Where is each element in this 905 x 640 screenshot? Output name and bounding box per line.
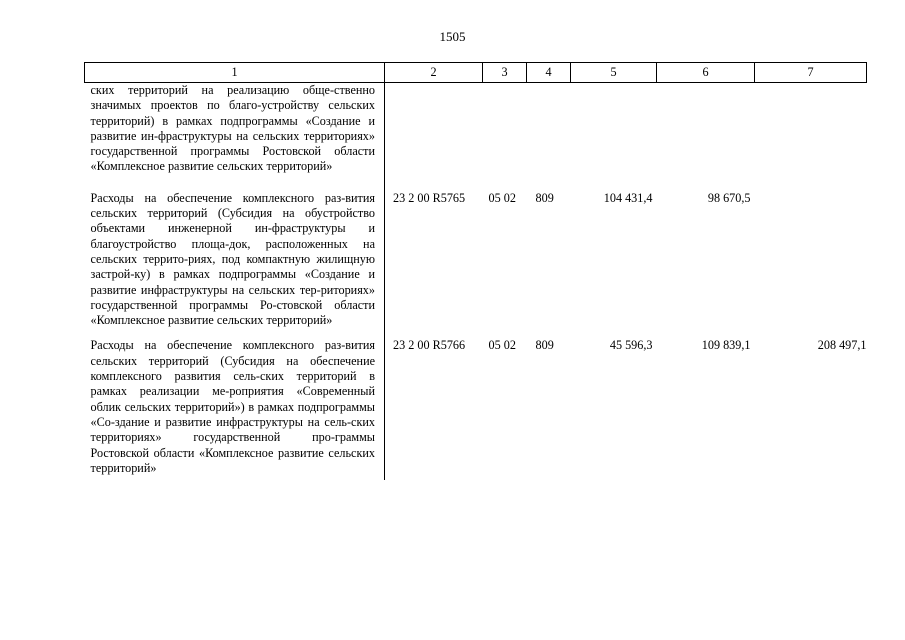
row-value-5: [571, 83, 657, 185]
row-section: 05 02: [488, 338, 516, 353]
row-code: 23 2 00 R5765: [393, 190, 466, 205]
row-value-6: 98 670,5: [707, 190, 751, 205]
column-header-7: 7: [755, 63, 867, 83]
row-value-5: 104 431,4: [603, 190, 653, 205]
column-header-6: 6: [657, 63, 755, 83]
table-row: [85, 185, 867, 337]
row-description: Расходы на обеспечение комплексного раз-вития сельских территорий (Субсидия на обустройство объектами инженерной ин-фраструктуры и благоустройство площа-док, расположенных на сельских террито-риях, под компактную жилищную застрой-ку) в рамках подпрограммы «Создание и развитие инфраструктуры на сельских тер-риториях» государственной программы Ро-стовской области «Комплексное развитие сельских территорий»: [85, 185, 385, 337]
column-header-1: 1: [85, 63, 385, 83]
row-value-7: 208 497,1: [817, 338, 867, 353]
row-code: [385, 83, 483, 185]
row-section: 05 02: [488, 190, 516, 205]
row-value-7: [755, 185, 867, 337]
row-group: 809: [535, 190, 554, 205]
column-header-2: 2: [385, 63, 483, 83]
column-header-4: 4: [527, 63, 571, 83]
row-group: 809: [535, 338, 554, 353]
table-row: [85, 336, 867, 480]
table-body: [85, 83, 867, 481]
header-row: [85, 63, 867, 83]
page-number: 1505: [439, 29, 466, 44]
row-description: ских территорий на реализацию обще-ственно значимых проектов по благо-устройству сельских территорий) в рамках подпрограммы «Создание и развитие ин-фраструктуры на сельских территориях» государственной программы Ростовской области «Комплексное развитие сельских территорий»: [85, 83, 385, 185]
row-section: [483, 83, 527, 185]
table-row: [85, 83, 867, 185]
row-group: [527, 83, 571, 185]
row-description: Расходы на обеспечение комплексного раз-вития сельских территорий (Субсидия на обеспечение комплексного развития сель-ских территорий в рамках реализации ме-роприятия «Современный облик сельских территорий») в рамках подпрограммы «Со-здание и развитие инфраструктуры на сель-ских территориях» государственной про-граммы Ростовской области «Комплексное развитие сельских территорий»: [85, 336, 385, 480]
row-value-7: [755, 83, 867, 185]
row-code: 23 2 00 R5766: [393, 338, 466, 353]
row-value-6: [657, 83, 755, 185]
column-header-5: 5: [571, 63, 657, 83]
table-header: [85, 63, 867, 83]
column-header-3: 3: [483, 63, 527, 83]
budget-table: [84, 62, 867, 480]
row-value-6: 109 839,1: [701, 338, 751, 353]
row-value-5: 45 596,3: [609, 338, 653, 353]
